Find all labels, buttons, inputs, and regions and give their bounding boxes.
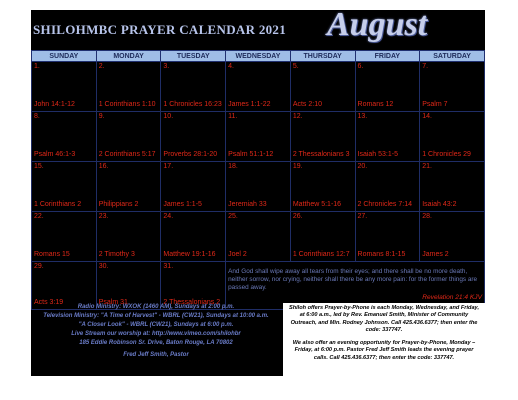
evening-prayer-info: We also offer an evening opportunity for Prayer-by-Phone, Monday – Friday, at 6:00 p.m. Pastor Fred Jeff Smith leads the evening prayer calls. Call 425.436.6377; then enter the code: 337747.	[292, 340, 476, 361]
calendar-week-row	[32, 112, 485, 162]
scripture-reference: Psalm 31	[98, 299, 128, 306]
radio-ministry-line: Radio Ministry: WXOK (1460 AM), Sundays at 2:00 p.m.	[77, 304, 235, 310]
closer-look-line: "A Closer Look" - WBRL (CW21), Sundays at 6:00 p.m.	[78, 322, 234, 328]
day-number: 15.	[34, 163, 44, 170]
scripture-reference: Joel 2	[228, 251, 247, 258]
calendar-day-cell	[355, 162, 420, 212]
day-number: 4.	[228, 63, 234, 70]
scripture-reference: James 1:1-22	[228, 101, 271, 108]
weekday-sunday: SUNDAY	[32, 51, 97, 62]
calendar-day-cell	[290, 162, 355, 212]
prayer-calendar-sheet	[31, 6, 485, 376]
calendar-header	[31, 6, 485, 50]
day-number: 17.	[163, 163, 174, 170]
calendar-day-cell	[420, 62, 485, 112]
scripture-reference: 2 Timothy 3	[98, 251, 135, 258]
scripture-reference: Acts 2:10	[292, 101, 322, 108]
calendar-day-cell	[290, 212, 355, 262]
pastor-name: Fred Jeff Smith, Pastor	[123, 352, 189, 358]
calendar-day-cell	[161, 62, 226, 112]
day-number: 22.	[34, 213, 44, 220]
scripture-reference: Matthew 5:1-16	[292, 201, 342, 208]
scripture-reference: 2 Chronicles 7:14	[357, 201, 412, 208]
closing-scripture-text: And God shall wipe away all tears from their eyes; and there shall be no more death, neither sorrow, nor crying, neither shall there be any more pain: for the former things are passed away.	[228, 268, 478, 291]
calendar-week-row	[32, 162, 485, 212]
weekday-friday: FRIDAY	[355, 51, 420, 62]
day-number: 21.	[422, 163, 432, 170]
calendar-day-cell	[32, 162, 97, 212]
calendar-day-cell	[355, 112, 420, 162]
scripture-reference: Acts 3:19	[34, 299, 64, 306]
day-number: 26.	[292, 213, 303, 220]
day-number: 30.	[98, 263, 109, 270]
scripture-reference: Matthew 19:1-16	[163, 251, 216, 258]
calendar-day-cell	[96, 212, 161, 262]
day-number: 10.	[163, 113, 174, 120]
calendar-day-cell	[420, 212, 485, 262]
calendar-day-cell	[226, 162, 291, 212]
scripture-reference: 1 Corinthians 12:7	[292, 251, 350, 258]
scripture-reference: Psalm 51:1-12	[228, 151, 274, 158]
calendar-day-cell	[161, 162, 226, 212]
weekday-monday: MONDAY	[96, 51, 161, 62]
scripture-reference: Isaiah 43:2	[422, 201, 457, 208]
calendar-day-cell	[355, 62, 420, 112]
day-number: 13.	[357, 113, 368, 120]
calendar-day-cell	[96, 112, 161, 162]
weekday-thursday: THURSDAY	[290, 51, 355, 62]
scripture-reference: John 14:1-12	[34, 101, 75, 108]
scripture-reference: Romans 12	[357, 101, 394, 108]
church-address: 185 Eddie Robinson Sr. Drive, Baton Rouge, LA 70802	[79, 340, 233, 346]
day-number: 11.	[228, 113, 238, 120]
day-number: 12.	[292, 113, 303, 120]
morning-prayer-info: Shiloh offers Prayer-by-Phone is each Monday, Wednesday, and Friday, at 6:00 a.m., led by Rev. Emanuel Smith, Minister of Community Outreach, and Min. Rodney Johnson. Call 425.436.6377; then enter the code: 337747.	[288, 305, 480, 333]
day-number: 3.	[163, 63, 170, 70]
day-number: 28.	[422, 213, 432, 220]
calendar-day-cell	[226, 112, 291, 162]
scripture-reference: 1 Chronicles 16:23	[163, 101, 222, 108]
calendar-day-cell	[96, 62, 161, 112]
television-ministry-line: Television Ministry: "A Time of Harvest" - WBRL (CW21), Sundays at 10:00 a.m.	[43, 313, 269, 319]
weekday-tuesday: TUESDAY	[161, 51, 226, 62]
calendar-day-cell	[420, 112, 485, 162]
calendar-day-cell	[32, 212, 97, 262]
day-number: 29.	[34, 263, 44, 270]
day-number: 23.	[98, 213, 109, 220]
day-number: 19.	[292, 163, 303, 170]
day-number: 25.	[228, 213, 238, 220]
calendar-day-cell	[226, 62, 291, 112]
day-number: 14.	[422, 113, 432, 120]
scripture-reference: 1 Corinthians 2	[34, 201, 82, 208]
calendar-title: SHILOHMBC PRAYER CALENDAR 2021	[33, 22, 287, 37]
calendar-weeks	[32, 62, 485, 310]
calendar-day-cell	[161, 212, 226, 262]
day-number: 5.	[292, 63, 299, 70]
scripture-reference: Psalm 46:1-3	[34, 151, 76, 158]
day-number: 18.	[228, 163, 238, 170]
calendar-footer	[31, 303, 485, 376]
scripture-reference: Romans 15	[34, 251, 70, 258]
day-number: 7.	[422, 63, 429, 70]
day-number: 24.	[163, 213, 174, 220]
scripture-reference: Romans 8:1-15	[357, 251, 406, 258]
day-number: 2.	[98, 63, 105, 70]
calendar-day-cell	[290, 112, 355, 162]
month-name: August	[327, 6, 428, 43]
day-number: 20.	[357, 163, 368, 170]
scripture-reference: 1 Corinthians 1:10	[98, 101, 156, 108]
day-number: 16.	[98, 163, 109, 170]
scripture-reference: Psalm 7	[422, 101, 448, 108]
calendar-week-row	[32, 62, 485, 112]
scripture-reference: Proverbs 28:1-20	[163, 151, 218, 158]
scripture-reference: Jeremiah 33	[228, 201, 267, 208]
day-number: 31.	[163, 263, 174, 270]
live-stream-line: Live Stream our worship at: http://www.vimeo.com/shilohbr	[71, 331, 241, 337]
day-number: 27.	[357, 213, 368, 220]
weekday-saturday: SATURDAY	[420, 51, 485, 62]
weekday-header-row	[32, 51, 485, 62]
calendar-grid	[31, 50, 485, 310]
day-number: 1.	[34, 63, 40, 70]
scripture-reference: 2 Thessalonians 2	[163, 299, 221, 306]
scripture-reference: Isaiah 53:1-5	[357, 151, 398, 158]
scripture-reference: James 2	[422, 251, 449, 258]
calendar-day-cell	[32, 112, 97, 162]
calendar-week-row	[32, 212, 485, 262]
scripture-reference: Philippians 2	[98, 201, 139, 208]
scripture-reference: James 1:1-5	[163, 201, 202, 208]
calendar-day-cell	[161, 112, 226, 162]
scripture-reference: 2 Corinthians 5:17	[98, 151, 156, 158]
calendar-day-cell	[32, 62, 97, 112]
day-number: 8.	[34, 113, 40, 120]
day-number: 9.	[98, 113, 105, 120]
calendar-day-cell	[226, 212, 291, 262]
weekday-wednesday: WEDNESDAY	[226, 51, 291, 62]
calendar-day-cell	[420, 162, 485, 212]
prayer-by-phone-box	[283, 303, 485, 376]
day-number: 6.	[357, 63, 364, 70]
scripture-reference: 1 Chronicles 29	[422, 151, 471, 158]
calendar-day-cell	[96, 162, 161, 212]
scripture-reference: 2 Thessalonians 3	[292, 151, 350, 158]
calendar-day-cell	[355, 212, 420, 262]
calendar-day-cell	[290, 62, 355, 112]
closing-scripture-reference: Revelation 21:4 KJV	[422, 294, 482, 301]
broadcast-info	[31, 303, 281, 376]
